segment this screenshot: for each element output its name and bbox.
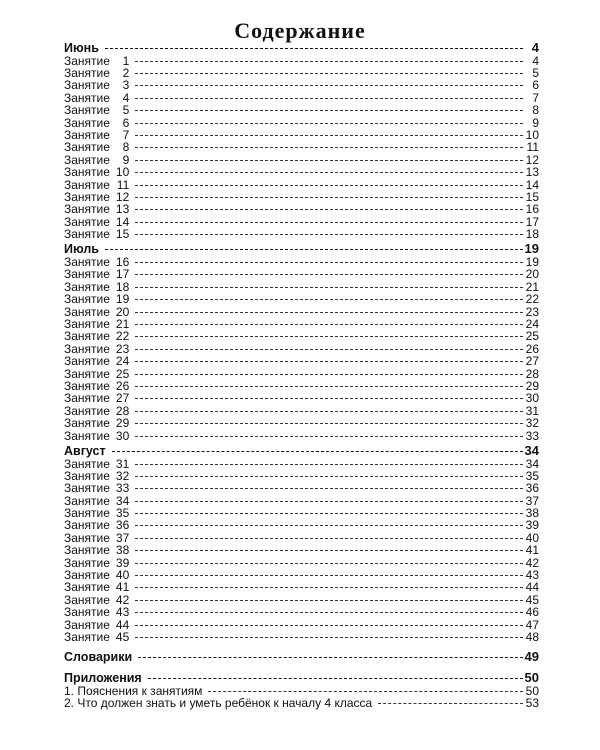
lesson-word: Занятие: [64, 506, 114, 521]
lesson-number: 16: [115, 255, 130, 270]
page-number: 20: [525, 267, 539, 282]
lesson-word: Занятие: [64, 329, 114, 344]
lesson-number: 21: [115, 317, 130, 331]
lesson-number: 37: [115, 530, 130, 545]
page-number: 33: [525, 428, 539, 443]
dot-leader: [135, 209, 523, 210]
lesson-entry[interactable]: [64, 569, 539, 581]
lesson-number: 13: [115, 202, 130, 217]
lesson-number: 9: [122, 152, 130, 167]
page-number: 50: [524, 669, 539, 685]
lesson-number: 8: [122, 140, 130, 155]
dot-leader: [135, 172, 523, 173]
lesson-entry[interactable]: [64, 55, 539, 67]
lesson-word: Занятие: [64, 255, 114, 270]
page-number: 45: [525, 592, 539, 607]
lesson-word: Занятие: [64, 555, 114, 570]
lesson-number: 17: [115, 267, 130, 282]
page-number: 16: [525, 202, 539, 217]
lesson-number: 44: [115, 617, 130, 632]
lesson-entry[interactable]: [64, 470, 539, 482]
page-number: 44: [525, 580, 539, 595]
lesson-entry[interactable]: [64, 368, 539, 380]
lesson-number: 4: [122, 90, 130, 105]
dot-leader: [148, 678, 523, 679]
lesson-word: Занятие: [64, 354, 114, 369]
lesson-word: Занятие: [64, 177, 114, 192]
lesson-entry[interactable]: [64, 79, 539, 91]
dot-leader: [105, 249, 523, 250]
lesson-word: Занятие: [64, 53, 114, 68]
lesson-entry[interactable]: [64, 631, 539, 643]
page-number: 24: [525, 317, 539, 331]
lesson-number: 35: [115, 506, 130, 521]
page-number: 38: [525, 506, 539, 521]
appendices-heading[interactable]: [64, 669, 539, 685]
lesson-word: Занятие: [64, 127, 114, 142]
page-number: 26: [525, 341, 539, 356]
dot-leader: [135, 274, 523, 275]
page-number: 10: [525, 127, 539, 142]
dot-leader: [135, 234, 523, 235]
dot-leader: [135, 160, 523, 161]
lesson-number: 14: [115, 214, 130, 229]
dot-leader: [135, 185, 523, 186]
lesson-word: Занятие: [64, 468, 114, 483]
page-number: 43: [525, 568, 539, 583]
lesson-entry[interactable]: [64, 544, 539, 556]
page-number: 29: [525, 378, 539, 393]
page-number: 47: [525, 617, 539, 632]
lesson-entry[interactable]: [64, 141, 539, 153]
dot-leader: [135, 550, 523, 551]
lesson-word: Занятие: [64, 227, 114, 242]
lesson-entry[interactable]: [64, 519, 539, 531]
lesson-number: 10: [115, 165, 130, 180]
dot-leader: [135, 575, 523, 576]
dot-leader: [135, 98, 523, 99]
page-number: 4: [531, 40, 539, 55]
lesson-word: Занятие: [64, 65, 114, 80]
lesson-number: 6: [122, 115, 130, 130]
lesson-entry[interactable]: [64, 92, 539, 104]
dot-leader: [112, 451, 523, 452]
dot-leader: [135, 324, 523, 325]
lesson-entry[interactable]: [64, 268, 539, 280]
dot-leader: [135, 197, 523, 198]
lesson-word: Занятие: [64, 530, 114, 545]
dot-leader: [135, 612, 523, 613]
lesson-word: Занятие: [64, 78, 114, 93]
dot-leader: [135, 361, 523, 362]
section-label: Приложения: [64, 670, 142, 685]
page-number: 4: [532, 53, 539, 68]
lesson-word: Занятие: [64, 279, 114, 294]
dot-leader: [135, 61, 523, 62]
dot-leader: [135, 287, 523, 288]
dot-leader: [208, 691, 523, 692]
lesson-entry[interactable]: [64, 606, 539, 618]
page-number: 23: [525, 304, 539, 319]
page-number: 6: [532, 78, 539, 93]
page-number: 49: [524, 649, 539, 665]
lesson-number: 30: [115, 428, 130, 443]
lesson-entry[interactable]: [64, 355, 539, 367]
dot-leader: [135, 123, 523, 124]
dot-leader: [135, 600, 523, 601]
lesson-number: 11: [116, 177, 130, 192]
lesson-entry[interactable]: [64, 392, 539, 404]
dot-leader: [135, 501, 523, 502]
page-number: 19: [525, 255, 539, 270]
dot-leader: [135, 637, 523, 638]
lesson-label: [64, 228, 133, 240]
lesson-entry[interactable]: [64, 154, 539, 166]
dot-leader: [105, 48, 523, 49]
lesson-number: 42: [115, 592, 130, 607]
dot-leader: [135, 374, 523, 375]
dot-leader: [135, 587, 523, 588]
page-number: 42: [525, 555, 539, 570]
page-number: 32: [525, 416, 539, 431]
lesson-word: Занятие: [64, 403, 114, 418]
page-number: 13: [525, 165, 539, 180]
page-number: 8: [532, 103, 539, 118]
lesson-number: 45: [115, 629, 130, 644]
lesson-entry[interactable]: [64, 532, 539, 544]
lesson-entry[interactable]: [64, 507, 539, 519]
lesson-word: Занятие: [64, 140, 114, 155]
lesson-number: 22: [115, 329, 130, 344]
page-number: 28: [525, 366, 539, 381]
page-number: 31: [525, 403, 539, 418]
lesson-word: Занятие: [64, 481, 114, 496]
section-heading[interactable]: [64, 42, 539, 55]
lesson-word: Занятие: [64, 103, 114, 118]
page-number: 36: [525, 481, 539, 496]
lesson-number: 18: [115, 279, 130, 294]
page-number: 39: [525, 518, 539, 533]
dot-leader: [135, 525, 523, 526]
lesson-word: Занятие: [64, 592, 114, 607]
lesson-number: 27: [115, 391, 130, 406]
lesson-entry[interactable]: [64, 228, 539, 240]
lesson-word: Занятие: [64, 341, 114, 356]
dot-leader: [135, 563, 523, 564]
lesson-entry[interactable]: [64, 417, 539, 429]
section-label: Словарики: [64, 650, 133, 665]
page-title: Содержание: [234, 18, 366, 43]
lesson-number: 3: [122, 78, 130, 93]
dot-leader: [135, 398, 523, 399]
dot-leader: [135, 464, 523, 465]
lesson-word: Занятие: [64, 568, 114, 583]
lesson-entry[interactable]: [64, 380, 539, 392]
lesson-number: 23: [115, 341, 130, 356]
dot-leader: [135, 222, 523, 223]
page-number: 14: [525, 177, 539, 192]
lesson-number: 28: [115, 403, 130, 418]
lesson-number: 24: [115, 354, 130, 369]
section-label: Июль: [64, 242, 99, 257]
dot-leader: [135, 423, 523, 424]
lesson-entry[interactable]: [64, 594, 539, 606]
lesson-word: Занятие: [64, 629, 114, 644]
lesson-entry[interactable]: [64, 330, 539, 342]
lesson-entry[interactable]: [64, 216, 539, 228]
lesson-entry[interactable]: [64, 179, 539, 191]
appendix-label: 1. Пояснения к занятиям: [64, 683, 203, 698]
section-heading[interactable]: [64, 442, 539, 458]
lesson-entry[interactable]: [64, 405, 539, 417]
lesson-word: Занятие: [64, 493, 114, 508]
lesson-entry[interactable]: [64, 104, 539, 116]
lesson-entry[interactable]: [64, 581, 539, 593]
lesson-entry[interactable]: [64, 306, 539, 318]
dot-leader: [135, 312, 523, 313]
lesson-entry[interactable]: [64, 67, 539, 79]
lesson-word: Занятие: [64, 416, 114, 431]
lesson-entry[interactable]: [64, 619, 539, 631]
lesson-number: 29: [115, 416, 130, 431]
lesson-entry[interactable]: [64, 318, 539, 330]
lesson-entry[interactable]: [64, 191, 539, 203]
lesson-entry[interactable]: [64, 495, 539, 507]
lesson-word: Занятие: [64, 605, 114, 620]
lesson-entry[interactable]: [64, 129, 539, 141]
lesson-entry[interactable]: [64, 166, 539, 178]
lesson-word: Занятие: [64, 152, 114, 167]
lesson-number: 1: [122, 53, 130, 68]
lesson-word: Занятие: [64, 428, 114, 443]
dot-leader: [135, 538, 523, 539]
dot-leader: [135, 513, 523, 514]
page-number: 27: [525, 354, 539, 369]
dot-leader: [135, 336, 523, 337]
lesson-number: 7: [122, 127, 130, 142]
lesson-entry[interactable]: [64, 203, 539, 215]
lesson-number: 25: [115, 366, 130, 381]
lesson-number: 34: [115, 493, 130, 508]
lesson-word: Занятие: [64, 115, 114, 130]
page-number: 53: [525, 695, 539, 710]
lesson-word: Занятие: [64, 189, 114, 204]
dot-leader: [378, 703, 523, 704]
page-number: 40: [525, 530, 539, 545]
section-label: Август: [64, 443, 106, 458]
dot-leader: [135, 73, 523, 74]
dot-leader: [135, 147, 523, 148]
lesson-entry[interactable]: [64, 293, 539, 305]
appendix-label: 2. Что должен знать и уметь ребёнок к началу 4 класса: [64, 695, 373, 710]
lesson-entry[interactable]: [64, 256, 539, 268]
lesson-word: Занятие: [64, 543, 114, 558]
lesson-entry[interactable]: [64, 343, 539, 355]
lesson-word: Занятие: [64, 518, 114, 533]
lesson-word: Занятие: [64, 304, 114, 319]
page-number: 46: [525, 605, 539, 620]
page-number: 18: [525, 227, 539, 242]
dot-leader: [135, 349, 523, 350]
page-number: 15: [525, 189, 539, 204]
page-number: 30: [525, 391, 539, 406]
lesson-number: 2: [122, 65, 130, 80]
lesson-label: [64, 430, 133, 442]
lesson-word: Занятие: [64, 366, 114, 381]
lesson-number: 41: [115, 580, 130, 595]
lesson-number: 5: [122, 103, 130, 118]
lesson-word: Занятие: [64, 317, 114, 331]
lesson-entry[interactable]: [64, 117, 539, 129]
lesson-entry[interactable]: [64, 430, 539, 442]
page-number: 5: [532, 65, 539, 80]
lesson-entry[interactable]: [64, 281, 539, 293]
dot-leader: [135, 411, 523, 412]
page-number: 7: [532, 90, 539, 105]
page-number: 35: [525, 468, 539, 483]
dot-leader: [135, 488, 523, 489]
page-number: 48: [525, 629, 539, 644]
dot-leader: [135, 386, 523, 387]
page-number: 11: [526, 140, 539, 155]
lesson-number: 20: [115, 304, 130, 319]
dot-leader: [135, 110, 523, 111]
lesson-number: 31: [115, 456, 130, 471]
lesson-number: 39: [115, 555, 130, 570]
lesson-word: Занятие: [64, 267, 114, 282]
page-number: 50: [525, 683, 539, 698]
dot-leader: [135, 625, 523, 626]
page-number: 41: [525, 543, 539, 558]
lesson-number: 32: [115, 468, 130, 483]
dot-leader: [135, 85, 523, 86]
page-number: 25: [525, 329, 539, 344]
lesson-number: 15: [115, 227, 130, 242]
lesson-word: Занятие: [64, 292, 114, 307]
page-number: 37: [525, 493, 539, 508]
dot-leader: [135, 299, 523, 300]
lesson-entry[interactable]: [64, 482, 539, 494]
dot-leader: [135, 476, 523, 477]
lesson-number: 40: [115, 568, 130, 583]
lesson-entry[interactable]: [64, 557, 539, 569]
lesson-word: Занятие: [64, 378, 114, 393]
lesson-word: Занятие: [64, 391, 114, 406]
lesson-number: 12: [115, 189, 130, 204]
section-heading[interactable]: [64, 243, 539, 256]
lesson-word: Занятие: [64, 214, 114, 229]
dot-leader: [135, 436, 523, 437]
lesson-entry[interactable]: [64, 458, 539, 470]
page-number: 34: [525, 456, 539, 471]
lesson-word: Занятие: [64, 165, 114, 180]
page-number: 19: [524, 241, 539, 257]
lesson-number: 43: [115, 605, 130, 620]
lesson-word: Занятие: [64, 90, 114, 105]
spacer: [64, 643, 539, 651]
page-number: 22: [525, 292, 539, 307]
page-number: 21: [525, 279, 539, 294]
dot-leader: [138, 657, 522, 658]
section-label: Июнь: [64, 41, 99, 55]
lesson-number: 38: [115, 543, 130, 558]
dot-leader: [135, 262, 523, 263]
appendix-entry[interactable]: [64, 697, 539, 709]
dictionaries-heading[interactable]: [64, 651, 539, 664]
lesson-number: 19: [115, 292, 130, 307]
lesson-number: 26: [115, 378, 130, 393]
lesson-number: 36: [115, 518, 130, 533]
lesson-number: 33: [115, 481, 130, 496]
page-number: 34: [524, 442, 539, 458]
dot-leader: [135, 135, 523, 136]
lesson-word: Занятие: [64, 456, 114, 471]
page-number: 9: [532, 115, 539, 130]
table-of-contents: [64, 42, 539, 709]
lesson-word: Занятие: [64, 580, 114, 595]
page-number: 12: [525, 152, 539, 167]
page-number: 17: [525, 214, 539, 229]
lesson-word: Занятие: [64, 202, 114, 217]
lesson-label: [64, 631, 133, 643]
lesson-word: Занятие: [64, 617, 114, 632]
